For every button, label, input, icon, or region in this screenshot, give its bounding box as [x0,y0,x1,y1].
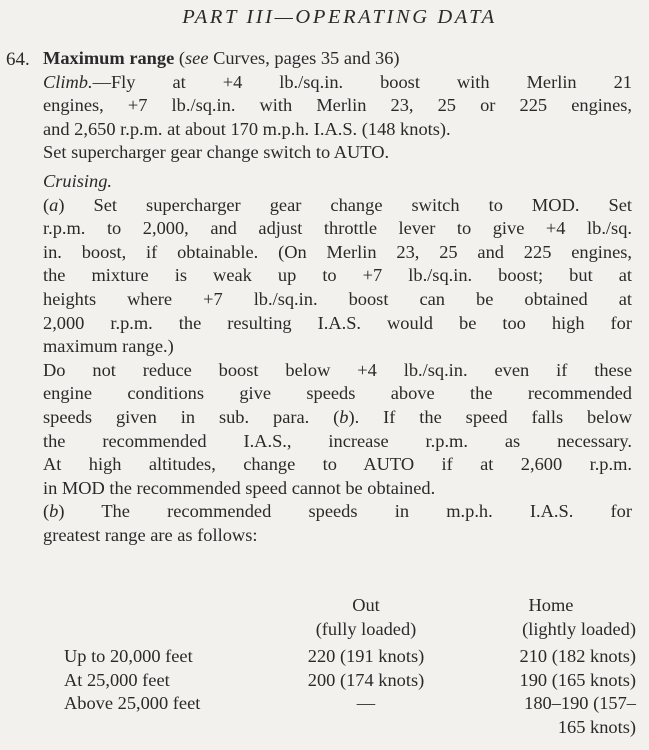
table-row: At 25,000 feet 200 (174 knots) 190 (165 knots) [64,669,636,690]
cruising-a-line-3: in. boost, if obtainable. (On Merlin 23, 25 and 225 engines, [43,241,632,262]
cruising-a-line-7: maximum range.) [43,336,174,357]
cruising-b-line-2: greatest range are as follows: [43,524,258,545]
cruising-a-line-10: speeds given in sub. para. (b). If the speed falls below [43,406,632,427]
cruising-a-line-4: the mixture is weak up to +7 lb./sq.in. boost; but at [43,265,632,286]
header-home-sub: (lightly loaded) [522,618,636,639]
paragraph-number: 64. [6,49,30,70]
climb-line-3: and 2,650 r.p.m. at about 170 m.p.h. I.A.S. (148 knots). [43,118,451,139]
climb-line-4: Set supercharger gear change switch to AUTO. [43,142,390,163]
paragraph-body [43,47,632,547]
climb-line-2: engines, +7 lb./sq.in. with Merlin 23, 25 or 225 engines, [43,95,632,116]
header-out: Out [352,595,380,615]
table-header-row-1 [64,594,636,618]
cruising-label: Cruising. [43,170,112,191]
page-heading: PART III—OPERATING DATA [182,6,497,28]
recommended-speeds-table [64,594,636,740]
section-title-note: (see Curves, pages 35 and 36) [178,48,400,68]
climb-label: Climb. [43,71,93,92]
table-row-continuation: 165 knots) [557,716,636,737]
table-row: Up to 20,000 feet 220 (191 knots) 210 (182 knots) [64,646,636,667]
cruising-a-line-2: r.p.m. to 2,000, and adjust throttle lever to give +4 lb./sq. [43,218,632,239]
cruising-a-line-9: engine conditions give speeds above the recommended [43,383,632,404]
section-title: Maximum range [43,48,175,68]
section-title-line [43,47,632,71]
header-home: Home [528,595,574,615]
cruising-a-line-12: At high altitudes, change to AUTO if at 2,600 r.p.m. [43,454,632,475]
cruising-a-line-13: in MOD the recommended speed cannot be obtained. [43,477,436,498]
header-out-sub: (fully loaded) [315,618,417,639]
cruising-a-line-11: the recommended I.A.S., increase r.p.m. as necessary. [43,430,632,451]
cruising-a-line-8: Do not reduce boost below +4 lb./sq.in. even if these [43,359,632,380]
cruising-a-line-1: (a) Set supercharger gear change switch to MOD. Set [43,194,632,215]
climb-line-1: Climb.—Fly at +4 lb./sq.in. boost with Merlin 21 [43,71,632,92]
cruising-a-line-6: 2,000 r.p.m. the resulting I.A.S. would be too high for [43,312,632,333]
table-header-row-2 [64,618,636,642]
cruising-b-line-1: (b) The recommended speeds in m.p.h. I.A.S. for [43,501,632,522]
table-row: Above 25,000 feet — 180–190 (157– [64,693,636,714]
cruising-a-line-5: heights where +7 lb./sq.in. boost can be obtained at [43,288,632,309]
